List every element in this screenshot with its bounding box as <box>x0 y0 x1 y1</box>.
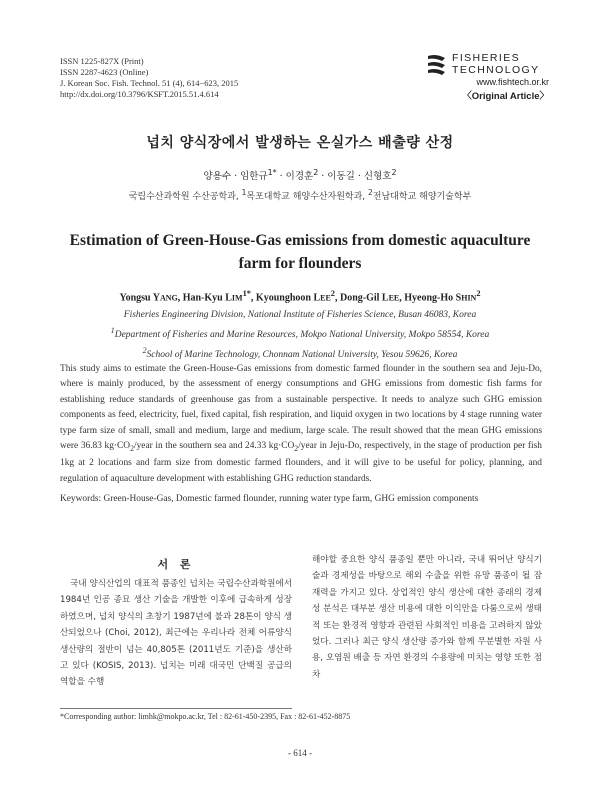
korean-affiliations: 국립수산과학원 수산공학과, $^1$목포대학교 해양수산자원학과, $^2$전남대학교 해양기술학부 <box>128 188 472 202</box>
logo-line-technology: TECHNOLOGY <box>452 64 540 76</box>
fisheries-fish-logo-icon <box>425 52 449 76</box>
affiliation-2: $^2$School of Marine Technology, Chonnam National University, Yesou 59626, Korea <box>142 346 458 361</box>
korean-title: 넙치 양식장에서 발생하는 온실가스 배출량 산정 <box>146 135 454 151</box>
english-affiliations <box>0 307 600 363</box>
journal-url[interactable]: www.fishtech.or.kr <box>476 77 549 87</box>
intro-right-column: 해야할 중요한 양식 품종일 뿐만 아니라, 국내 뛰어난 양식기술과 경제성을 바탕으로 해외 수출을 위한 유망 품종이 될 잠재력을 가지고 있다. 상업적인 양식 생산에 대한 종래의 경제성 분석은 대부분 생산 비용에 대한 이익만을 다룸으로써 생태적 또는 환경적 영향과 관련된 사회적인 비용을 고려하지 않았었다. 그러나 최근 양식 생산량 증가와 함께 무분별한 자원 사용, 오염원 배출 등 자연 환경의 수용량에 미치는 영향 또한 점차 <box>312 555 542 680</box>
citation: J. Korean Soc. Fish. Technol. 51 (4), 614−623, 2015 <box>60 78 239 88</box>
corresponding-author-footnote: *Corresponding author: limhk@mokpo.ac.kr, Tel : 82-61-450-2395, Fax : 82-61-452-8875 <box>60 712 351 721</box>
article-type: 〈Original Article〉 <box>462 91 549 102</box>
english-authors: Yongsu YANG, Han-Kyu $LIM^{1*}$, Kyounghoon LEE$^2$, Dong-Gil LEE, Hyeong-Ho SHIN$^2$ <box>119 289 481 304</box>
affiliation-1: $^1$Department of Fisheries and Marine Resources, Mokpo National University, Mokpo 58554, Korea <box>110 326 490 341</box>
section-title-introduction: 서 론 <box>157 558 195 571</box>
footnote-divider <box>60 708 292 709</box>
page-number: - 614 - <box>288 748 312 758</box>
logo-line-fisheries: FISHERIES <box>452 52 521 64</box>
issn-print: ISSN 1225-827X (Print) <box>60 56 144 66</box>
journal-logo <box>425 52 549 102</box>
issn-online: ISSN 2287-4623 (Online) <box>60 67 149 77</box>
intro-left-column: 국내 양식산업의 대표적 품종인 넙치는 국립수산과학원에서 1984년 인공 종묘 생산 기술을 개발한 이후에 급속하게 성장하였으며, 넙치 양식의 초창기 1987년에 불과 28톤이 양식 생산되었으나 (Choi, 2012), 최근에는 우리나라 전체 어류양식 생산량의 절반이 넘는 40,805톤 (2011년도 기준)을 생산하고 있다 (KOSIS, 2013). 넙치는 미래 대국민 단백질 공급의 역할을 수행 <box>60 579 292 688</box>
english-title: Estimation of Green-House-Gas emissions from domestic aquaculture farm for flounders <box>69 232 531 272</box>
keywords: Keywords: Green-House-Gas, Domestic farmed flounder, running water type farm, GHG emission components <box>60 494 479 504</box>
journal-meta <box>60 56 238 100</box>
korean-authors: 양용수 · 임한규$^{1*}$ · 이경훈$^2$ · 이동길 · 신형호$^2$ <box>203 168 397 183</box>
affiliation-0: Fisheries Engineering Division, National Institute of Fisheries Science, Busan 46083, Korea <box>123 310 477 320</box>
doi-link[interactable]: http://dx.doi.org/10.3796/KSFT.2015.51.4.614 <box>60 89 219 99</box>
abstract: This study aims to estimate the Green-House-Gas emissions from domestic farmed flounder in the southern sea and Jeju-Do, where is mainly produced, by the assessment of energy consumptions and GHG emissions from domestic fish farms for establishing reduce standards of greenhouse gas from a sustainable perspective. It needs to analyze such GHG emission components as feed, electricity, fuel, fixed capital, fish respiration, and liquid oxygen in two locations by 4 stage running water type farm size of small, small and medium, large and medium, large scale. The result showed that the mean GHG emissions were 36.83 $kg\cdot CO_2$/year in the southern sea and 24.33 $kg\cdot CO_2$/year in Jeju-Do, respectively, in the stage of production per fish 1kg at 2 locations and farm size from domestic farmed flounders, and it will give to be useful for policy, planning, and regulation of aquaculture development with establishing GHG reduction standards. <box>60 364 542 484</box>
